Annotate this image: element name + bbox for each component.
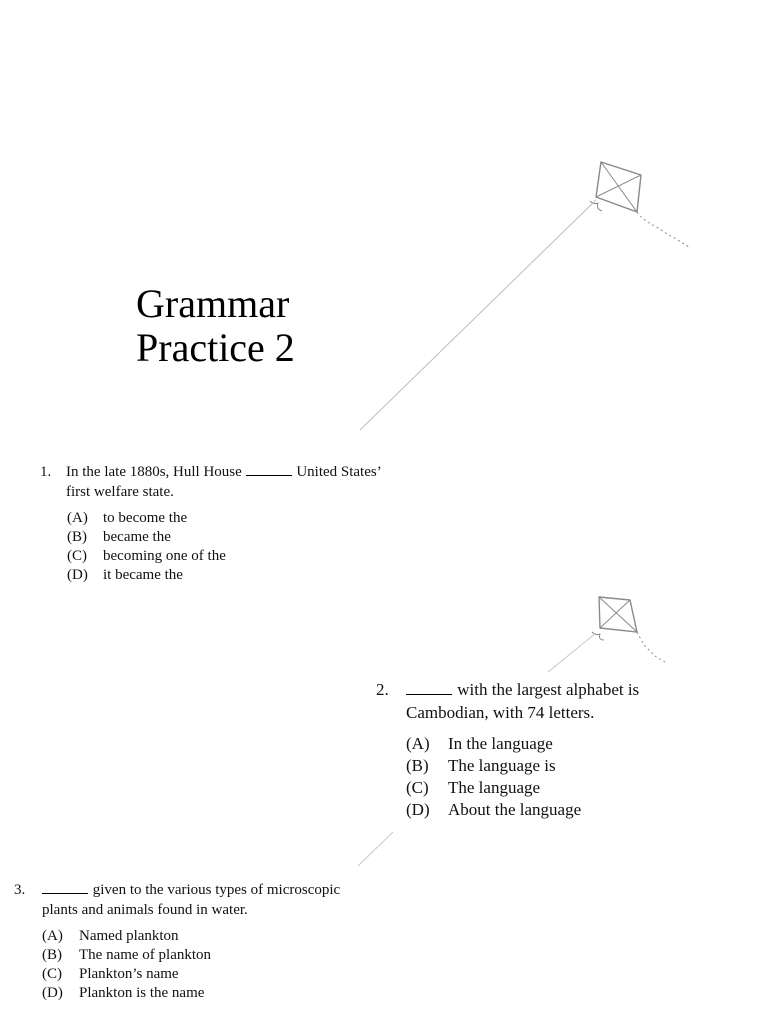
title-line-1: Grammar (136, 281, 290, 326)
option-letter: (C) (67, 548, 87, 564)
question-number: 3. (14, 882, 26, 898)
option-text: became the (103, 529, 171, 545)
option-letter: (B) (67, 529, 87, 545)
option-text: Plankton is the name (79, 985, 205, 1001)
option-letter: (D) (406, 800, 430, 819)
question-1 (40, 462, 385, 585)
kite-string-line (358, 832, 393, 866)
option-letter: (D) (67, 567, 88, 583)
option-text: The language (448, 778, 541, 797)
kite-icon (592, 597, 665, 662)
option-text: About the language (448, 800, 582, 819)
option-c[interactable] (406, 777, 716, 799)
option-letter: (B) (406, 756, 429, 775)
option-letter: (C) (42, 966, 62, 982)
answer-options (406, 733, 716, 821)
title-line-2: Practice 2 (136, 325, 295, 370)
question-3 (14, 880, 364, 1003)
option-c[interactable] (67, 547, 385, 566)
stem-text: given to the various types of microscopic plants and animals found in water. (42, 882, 341, 918)
question-text (66, 462, 385, 502)
option-letter: (A) (67, 510, 88, 526)
option-b[interactable] (67, 528, 385, 547)
question-stem (376, 678, 716, 724)
option-a[interactable] (67, 509, 385, 528)
question-stem (14, 880, 364, 920)
option-letter: (A) (42, 928, 63, 944)
kite-string-line (360, 200, 596, 430)
question-text (42, 880, 364, 920)
answer-options (67, 509, 385, 585)
kite-string-line (548, 633, 596, 672)
option-text: Plankton’s name (79, 966, 179, 982)
page-title (136, 282, 295, 370)
option-text: to become the (103, 510, 188, 526)
option-b[interactable] (42, 946, 364, 965)
option-text: it became the (103, 567, 183, 583)
option-d[interactable] (42, 984, 364, 1003)
kite-icon (590, 162, 691, 248)
question-text (406, 678, 716, 724)
stem-part-2: United States’ first welfare state. (66, 464, 381, 500)
option-b[interactable] (406, 755, 716, 777)
answer-blank (406, 694, 452, 695)
question-number: 1. (40, 464, 52, 480)
option-letter: (C) (406, 778, 429, 797)
option-d[interactable] (67, 566, 385, 585)
stem-part-1: In the late 1880s, Hull House (66, 464, 242, 480)
option-d[interactable] (406, 799, 716, 821)
answer-blank (42, 893, 88, 894)
option-letter: (D) (42, 985, 63, 1001)
option-text: becoming one of the (103, 548, 226, 564)
question-number: 2. (376, 680, 389, 699)
option-letter: (A) (406, 734, 430, 753)
option-a[interactable] (406, 733, 716, 755)
option-letter: (B) (42, 947, 62, 963)
option-text: In the language (448, 734, 553, 753)
option-text: The name of plankton (79, 947, 212, 963)
option-c[interactable] (42, 965, 364, 984)
answer-blank (246, 475, 292, 476)
option-text: The language is (448, 756, 556, 775)
question-stem (40, 462, 385, 502)
question-2 (376, 678, 716, 821)
option-text: Named plankton (79, 928, 179, 944)
stem-text: with the largest alphabet is Cambodian, with 74 letters. (406, 680, 640, 722)
option-a[interactable] (42, 927, 364, 946)
answer-options (42, 927, 364, 1003)
